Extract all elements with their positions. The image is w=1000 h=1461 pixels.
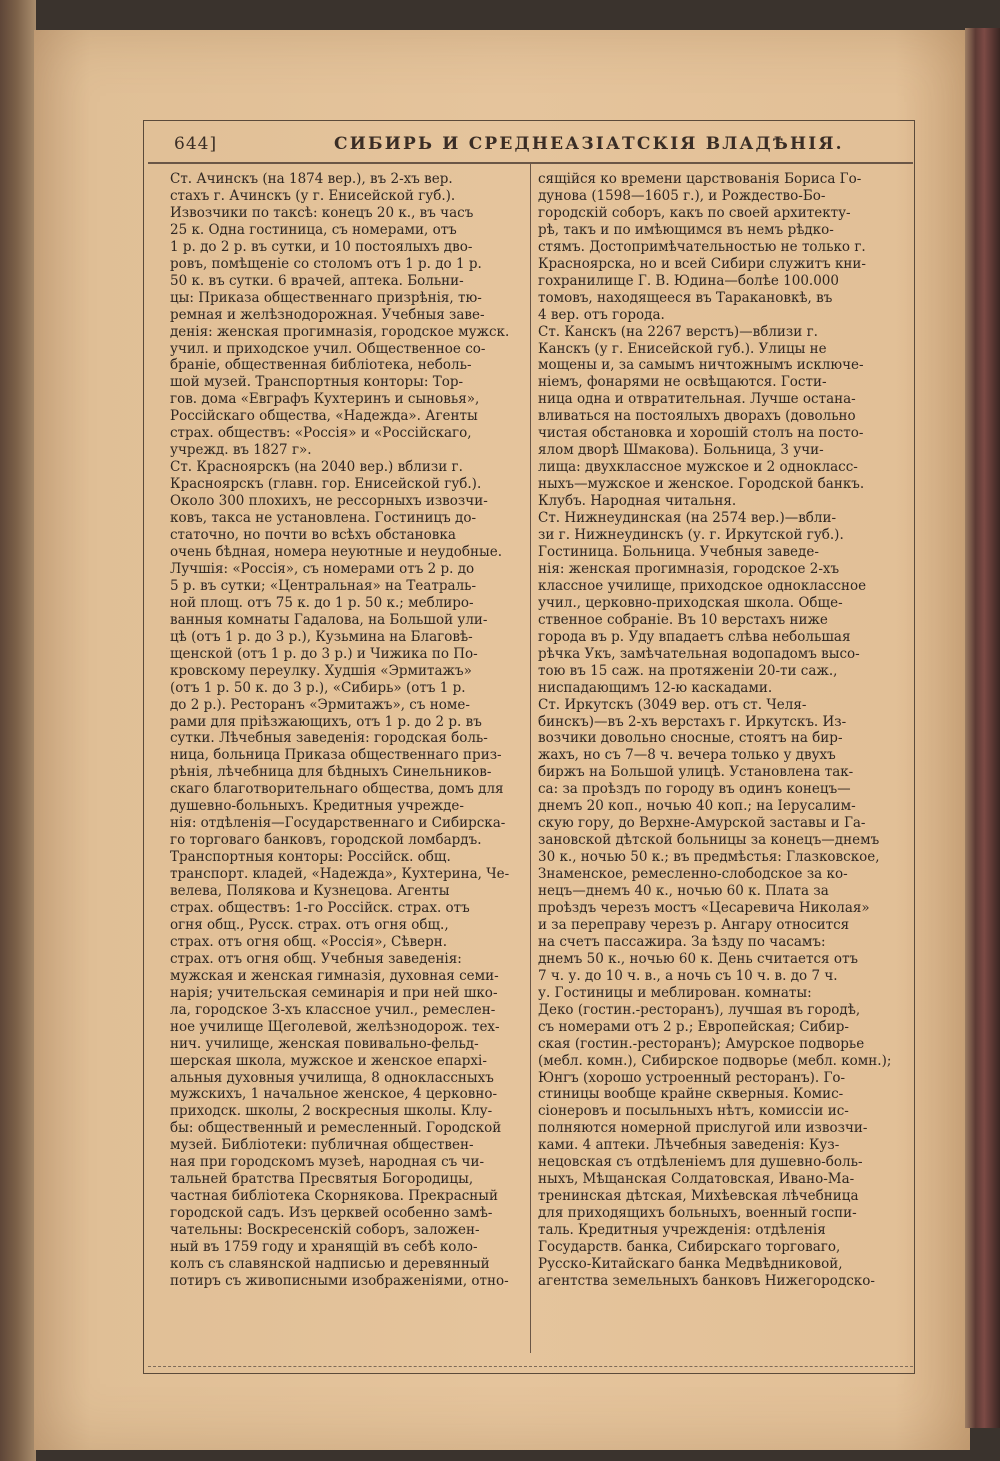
text-line: очень бѣдная, номера неуютные и неудобные.: [170, 543, 502, 560]
text-line: цы: Приказа общественнаго призрѣнія, тю-: [170, 289, 482, 306]
left-column: [170, 171, 515, 1290]
text-line: нич. училище, женская повивально-фельд-: [170, 1035, 479, 1052]
text-line: бы: общественный и ремесленный. Городской: [170, 1120, 502, 1137]
text-line: денія: женская прогимназія, городское мужск.: [170, 323, 510, 340]
text-line: Красноярска, но и всей Сибири служитъ кни-: [538, 255, 866, 272]
text-line: рѣнія, лѣчебница для бѣдныхъ Синельников-: [170, 764, 492, 781]
text-line: страх. отъ огня общ. Учебныя заведенія:: [170, 950, 462, 967]
text-line: до 2 р.). Ресторанъ «Эрмитажъ», съ номе-: [170, 696, 470, 713]
text-line: рѣчка Укъ, замѣчательная водопадомъ высо-: [538, 645, 860, 662]
text-line: са: за проѣздъ по городу въ одинъ конецъ—: [538, 781, 851, 798]
text-line: учрежд. въ 1827 г».: [170, 442, 312, 459]
text-line: мужская и женская гимназія, духовная семи-: [170, 967, 499, 984]
text-line: Лучшія: «Россія», съ номерами отъ 2 р. до: [170, 560, 475, 577]
text-line: ками. 4 аптеки. Лѣчебныя заведенія: Куз-: [538, 1137, 840, 1154]
text-line: ская (гостин.-ресторанъ); Амурское подворье: [538, 1035, 865, 1052]
text-line: 50 к. въ сутки. 6 врачей, аптека. Больни-: [170, 272, 464, 289]
text-line: сутки. Лѣчебныя заведенія: городская боль-: [170, 730, 488, 747]
text-line: велева, Полякова и Кузнецова. Агенты: [170, 883, 450, 900]
book-block-left-edge: [0, 0, 36, 1461]
text-line: лища: двухклассное мужское и 2 однокласс-: [538, 459, 858, 476]
text-line: нія: женская прогимназія, городское 2-хъ: [538, 560, 840, 577]
text-line: учил. и приходское учил. Общественное со-: [170, 340, 486, 357]
text-line: днемъ 20 коп., ночью 40 коп.; на Іерусалим-: [538, 798, 856, 815]
text-line: Русско-Китайскаго банка Медвѣдниковой,: [538, 1256, 843, 1272]
text-line: у. Гостиницы и меблирован. комнаты:: [538, 984, 812, 1001]
text-line: душевно-больныхъ. Кредитныя учрежде-: [170, 798, 464, 815]
text-line: сіонеровъ и посыльныхъ нѣтъ, комиссіи ис-: [538, 1103, 849, 1120]
text-line: мощены и, за самымъ ничтожнымъ исключе-: [538, 357, 864, 374]
text-line: нецъ—днемъ 40 к., ночью 60 к. Плата за: [538, 883, 829, 900]
text-line: 7 ч. у. до 10 ч. в., а ночь съ 10 ч. в. до 7 ч.: [538, 967, 838, 984]
text-line: возчики довольно сносные, стоятъ на бир-: [538, 730, 843, 747]
text-line: ла, городское 3-хъ классное учил., ремеслен-: [170, 1001, 496, 1018]
text-line: огня общ., Русск. страх. отъ огня общ.,: [170, 916, 449, 933]
running-header: [148, 134, 913, 160]
text-line: Канскъ (у г. Енисейской губ.). Улицы не: [538, 340, 827, 357]
text-line: страх. обществъ: «Россія» и «Россійскаго,: [170, 425, 472, 442]
text-line: шой музей. Транспортныя конторы: Тор-: [170, 374, 464, 391]
text-line: для приходящихъ больныхъ, военный госпи-: [538, 1205, 857, 1222]
text-line: ной площ. отъ 75 к. до 1 р. 50 к.; меблиро-: [170, 594, 474, 611]
text-line: Клубъ. Народная читальня.: [538, 493, 737, 510]
text-line: Ст. Нижнеудинская (на 2574 вер.)—вбли-: [538, 510, 837, 527]
text-line: нарія; учительская семинарія и при ней шко-: [170, 984, 498, 1001]
text-line: ная при городскомъ музеѣ, народная съ чи-: [170, 1154, 485, 1171]
text-line: биржъ на Большой улицѣ. Установлена так-: [538, 764, 854, 781]
text-line: Извозчики по таксѣ: конецъ 20 к., въ часъ: [170, 204, 474, 221]
text-line: кровскому переулку. Худшія «Эрмитажъ»: [170, 662, 472, 679]
text-line: ный въ 1759 году и хранящій въ себѣ коло-: [170, 1239, 478, 1256]
text-line: частная библіотека Скорнякова. Прекрасный: [170, 1188, 499, 1205]
text-line: жахъ, но съ 7—8 ч. вечера только у двухъ: [538, 747, 836, 764]
text-line: ялом дворѣ Шмакова). Больница, 3 учи-: [538, 442, 824, 459]
text-line: щенской (отъ 1 р. до 3 р.) и Чижика по По-: [170, 645, 478, 662]
text-line: ныхъ, Мѣщанская Солдатовская, Ивано-Ма-: [538, 1171, 855, 1188]
text-line: полняются номерной прислугой или извозчи-: [538, 1120, 868, 1137]
text-line: Ст. Ачинскъ (на 1874 вер.), въ 2-хъ вер.: [170, 171, 453, 187]
text-line: страх. отъ огня общ. «Россія», Сѣверн.: [170, 933, 448, 950]
text-line: Около 300 плохихъ, не рессорныхъ извозчи-: [170, 493, 488, 510]
right-column: [538, 171, 908, 1290]
text-line: ковъ, такса не установлена. Гостиницъ до-: [170, 510, 477, 527]
text-line: чательны: Воскресенскій соборъ, заложен-: [170, 1222, 480, 1239]
text-line: ровъ, помѣщеніе со столомъ отъ 1 р. до 1 р.: [170, 255, 482, 272]
column-separator: [530, 163, 531, 1353]
text-line: ремная и желѣзнодорожная. Учебныя заве-: [170, 306, 485, 323]
text-line: ниспадающимъ 12-ю каскадами.: [538, 679, 773, 696]
text-line: Деко (гостин.-ресторанъ), лучшая въ городѣ,: [538, 1001, 861, 1018]
text-line: (отъ 1 р. 50 к. до 3 р.), «Сибирь» (отъ 1 р.: [170, 679, 466, 696]
text-line: зи г. Нижнеудинскъ (у. г. Иркутской губ.).: [538, 527, 844, 544]
text-line: томовъ, находящееся въ Таракановкѣ, въ: [538, 289, 833, 306]
text-line: Транспортныя конторы: Россійск. общ.: [170, 849, 451, 866]
text-line: скую гору, до Верхне-Амурской заставы и Га-: [538, 815, 866, 832]
text-line: альныя духовныя училища, 8 одноклассныхъ: [170, 1069, 494, 1086]
text-line: Гостиница. Больница. Учебныя заведе-: [538, 543, 819, 560]
text-line: мужскихъ, 1 начальное женское, 4 церковно-: [170, 1086, 498, 1103]
text-line: дунова (1598—1605 г.), и Рождество-Бо-: [538, 187, 826, 204]
text-line: зановской дѣтской больницы за конецъ—днемъ: [538, 832, 880, 849]
running-title: СИБИРЬ И СРЕДНЕАЗIАТСКIЯ ВЛАДѢНIЯ.: [334, 134, 844, 154]
text-line: агентства земельныхъ банковъ Нижегородско-: [538, 1272, 875, 1289]
text-line: ственное собраніе. Въ 10 верстахъ ниже: [538, 611, 828, 628]
text-line: ное училище Щеголевой, желѣзнодорож. тех-: [170, 1018, 500, 1035]
text-line: и за переправу черезъ р. Ангару относится: [538, 916, 850, 933]
text-line: рами для пріѣзжающихъ, отъ 1 р. до 2 р. въ: [170, 713, 482, 730]
text-line: 5 р. въ сутки; «Центральная» на Театраль-: [170, 577, 477, 594]
text-line: ница одна и отвратительная. Лучше остана-: [538, 391, 856, 408]
text-line: днемъ 50 к., ночью 60 к. День считается отъ: [538, 950, 859, 967]
text-line: ница, больница Приказа общественнаго приз-: [170, 747, 502, 764]
text-line: тальней братства Пресвятыя Богородицы,: [170, 1171, 474, 1188]
text-line: 4 вер. отъ города.: [538, 306, 665, 323]
text-line: 25 к. Одна гостиница, съ номерами, отъ: [170, 221, 457, 238]
text-line: стиницы вообще крайне скверныя. Комис-: [538, 1086, 844, 1103]
text-line: Ст. Иркутскъ (3049 вер. отъ ст. Челя-: [538, 696, 807, 713]
text-line: статочно, но почти во всѣхъ обстановка: [170, 527, 456, 544]
text-line: колъ съ славянской надписью и деревянный: [170, 1256, 490, 1272]
text-line: рѣ, такъ и по имѣющимся въ немъ рѣдко-: [538, 221, 834, 238]
text-line: транспорт. кладей, «Надежда», Кухтерина, Че-: [170, 866, 510, 883]
text-line: го торговаго банковъ, городской ломбардъ.: [170, 832, 482, 849]
text-line: 30 к., ночью 50 к.; въ предмѣстья: Глазковское,: [538, 849, 880, 866]
text-line: гохранилище Г. В. Юдина—болѣе 100.000: [538, 272, 839, 289]
text-line: ванныя комнаты Гадалова, на Большой ули-: [170, 611, 488, 628]
text-line: городской садъ. Изъ церквей особенно замѣ-: [170, 1205, 493, 1222]
text-line: стямъ. Достопримѣчательностью не только г.: [538, 238, 866, 255]
text-line: ныхъ—мужское и женское. Городской банкъ.: [538, 476, 865, 493]
text-line: Государств. банка, Сибирскаго торговаго,: [538, 1239, 841, 1256]
text-line: учил., церковно-приходская школа. Обще-: [538, 594, 843, 611]
text-line: Ст. Канскъ (на 2267 верстъ)—вблизи г.: [538, 323, 818, 340]
text-line: сящійся ко времени царствованія Бориса Го-: [538, 171, 862, 187]
text-line: гов. дома «Евграфъ Кухтеринъ и сыновья»,: [170, 391, 480, 408]
bottom-rule: [148, 1366, 913, 1367]
page-number: 644]: [174, 134, 218, 154]
text-line: нія: отдѣленія—Государственнаго и Сибирска-: [170, 815, 506, 832]
text-line: потиръ съ живописными изображеніями, отно-: [170, 1272, 509, 1289]
text-line: 1 р. до 2 р. въ сутки, и 10 постоялыхъ дво-: [170, 238, 473, 255]
text-line: тренинская дѣтская, Михѣевская лѣчебница: [538, 1188, 859, 1205]
text-line: Юнгъ (хорошо устроенный ресторанъ). Го-: [538, 1069, 846, 1086]
text-line: скаго благотворительнаго общества, домъ для: [170, 781, 504, 798]
text-line: шерская школа, мужское и женское епархі-: [170, 1052, 487, 1069]
text-line: цѣ (отъ 1 р. до 3 р.), Кузьмина на Благовѣ-: [170, 628, 473, 645]
text-line: Красноярскъ (главн. гор. Енисейской губ.).: [170, 476, 482, 493]
text-line: Знаменское, ремесленно-слободское за ко-: [538, 866, 848, 883]
text-line: чистая обстановка и хорошій столъ на посто-: [538, 425, 864, 442]
text-line: тою въ 15 саж. на протяженіи 20-ти саж.,: [538, 662, 838, 679]
text-line: ніемъ, фонарями не освѣщаются. Гости-: [538, 374, 827, 391]
text-line: браніе, общественная библіотека, неболь-: [170, 357, 472, 374]
text-line: таль. Кредитныя учрежденія: отдѣленія: [538, 1222, 826, 1239]
text-line: проѣздъ черезъ мостъ «Цесаревича Николая»: [538, 899, 870, 916]
text-line: города въ р. Уду впадаетъ слѣва небольшая: [538, 628, 851, 645]
text-line: съ номерами отъ 2 р.; Европейская; Сибир-: [538, 1018, 849, 1035]
text-line: приходск. школы, 2 воскресныя школы. Клу-: [170, 1103, 493, 1120]
text-line: нецовская съ отдѣленіемъ для душевно-боль-: [538, 1154, 863, 1171]
text-line: страх. обществъ: 1-го Россійск. страх. отъ: [170, 899, 470, 916]
text-line: бинскъ)—въ 2-хъ верстахъ г. Иркутскъ. Из-: [538, 713, 847, 730]
text-line: стахъ г. Ачинскъ (у г. Енисейской губ.).: [170, 187, 456, 204]
text-line: музей. Библіотеки: публичная обществен-: [170, 1137, 474, 1154]
book-right-edge: [965, 28, 1000, 1428]
text-line: на счетъ пассажира. За ѣзду по часамъ:: [538, 933, 826, 950]
text-line: городскій соборъ, какъ по своей архитекту-: [538, 204, 851, 221]
text-line: вливаться на постоялыхъ дворахъ (довольно: [538, 408, 856, 425]
text-line: классное училище, приходское одноклассное: [538, 577, 867, 594]
text-line: Россійскаго общества, «Надежда». Агенты: [170, 408, 478, 425]
text-line: Ст. Красноярскъ (на 2040 вер.) вблизи г.: [170, 459, 463, 476]
text-line: (мебл. комн.), Сибирское подворье (мебл. комн.);: [538, 1052, 892, 1069]
